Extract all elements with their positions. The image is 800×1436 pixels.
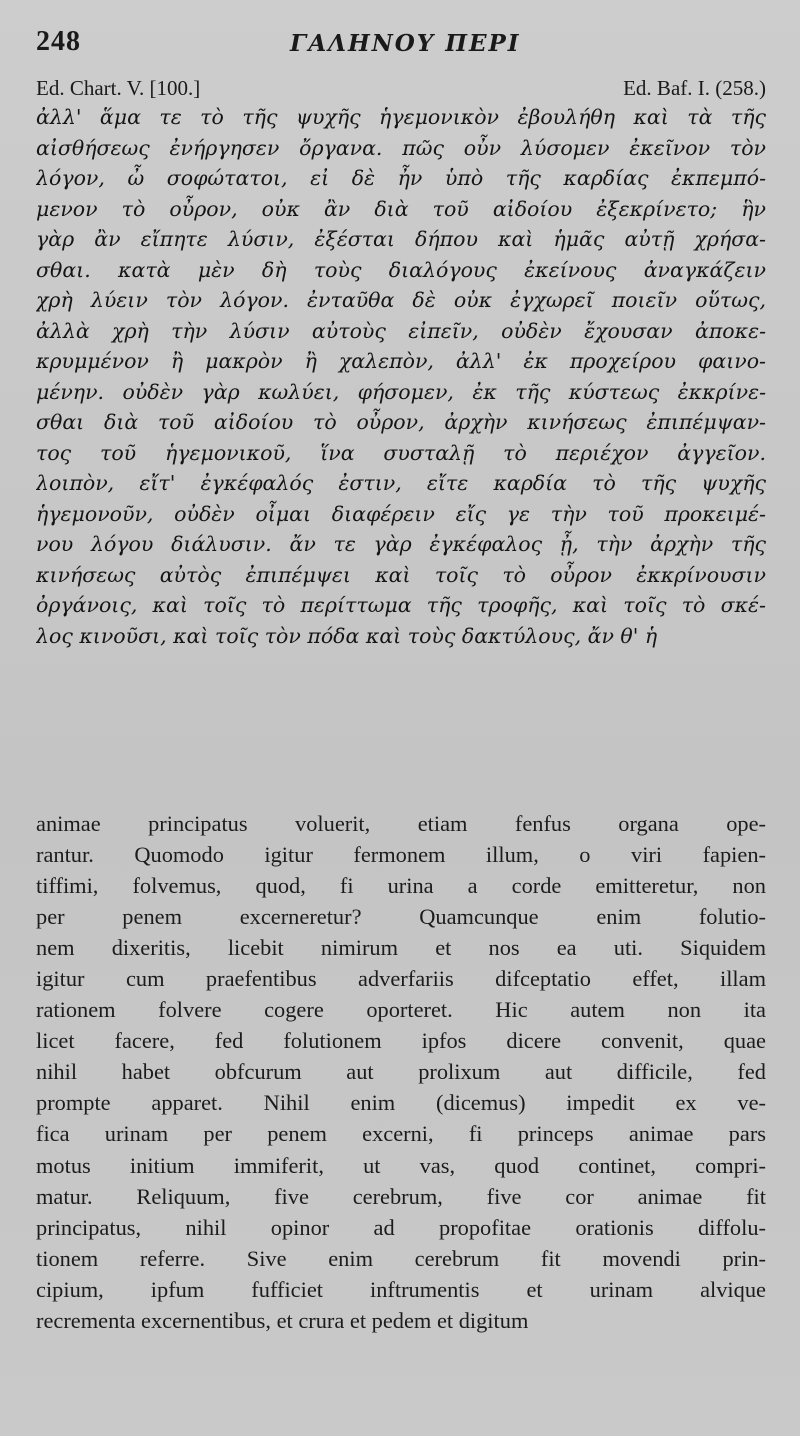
greek-text-line: σθαι διὰ τοῦ αἰδοίου τὸ οὖρον, ἀρχὴν κινήσεως ἐπιπέμψαν- <box>36 410 766 434</box>
latin-text-line: cipium, ipfum fufficiet inftrumentis et urinam alvique <box>36 1276 766 1302</box>
greek-text-line: νου λόγου διάλυσιν. ἄν τε γὰρ ἐγκέφαλος ᾖ, τὴν ἀρχὴν τῆς <box>36 532 766 556</box>
latin-text-line: recrementa excernentibus, et crura et pedem et digitum <box>36 1307 529 1333</box>
greek-text-line: ἡγεμονοῦν, οὐδὲν οἶμαι διαφέρειν εἴς γε τὴν τοῦ προκειμέ- <box>36 501 766 526</box>
latin-text-line: matur. Reliquum, five cerebrum, five cor animae fit <box>36 1183 766 1209</box>
page-number: 248 <box>36 26 81 57</box>
latin-text-block <box>36 808 766 1336</box>
greek-text-line: τος τοῦ ἡγεμονικοῦ, ἵνα συσταλῇ τὸ περιέχον ἀγγεῖον. <box>36 440 766 465</box>
greek-text-line: χρὴ λύειν τὸν λόγον. ἐνταῦθα δὲ οὐκ ἐγχωρεῖ ποιεῖν οὕτως, <box>36 288 766 312</box>
latin-text-line: nem dixeritis, licebit nimirum et nos ea uti. Siquidem <box>36 935 766 961</box>
greek-text-line: σθαι. κατὰ μὲν δὴ τοὺς διαλόγους ἐκείνους ἀναγκάζειν <box>36 257 766 282</box>
latin-text-line: tionem referre. Sive enim cerebrum fit movendi prin- <box>36 1245 766 1271</box>
greek-text-line: λοιπὸν, εἴτ' ἐγκέφαλός ἐστιν, εἴτε καρδία τὸ τῆς ψυχῆς <box>36 471 766 495</box>
latin-text-line: per penem excerneretur? Quamcunque enim folutio- <box>36 904 766 930</box>
greek-text-line: μενον τὸ οὖρον, οὐκ ἂν διὰ τοῦ αἰδοίου ἐξεκρίνετο; ἣν <box>36 196 766 221</box>
greek-text-line: μένην. οὐδὲν γὰρ κωλύει, φήσομεν, ἐκ τῆς κύστεως ἐκκρίνε- <box>36 379 766 404</box>
latin-text-line: rationem folvere cogere oporteret. Hic autem non ita <box>36 997 766 1023</box>
latin-text-line: nihil habet obfcurum aut prolixum aut difficile, fed <box>36 1059 766 1085</box>
greek-text-line: κινήσεως αὐτὸς ἐπιπέμψει καὶ τοῖς τὸ οὖρον ἐκκρίνουσιν <box>36 562 766 587</box>
greek-text-line: λόγον, ὦ σοφώτατοι, εἰ δὲ ἦν ὑπὸ τῆς καρδίας ἐκπεμπό- <box>36 166 766 190</box>
latin-text-line: igitur cum praefentibus adverfariis difceptatio effet, illam <box>36 966 766 992</box>
edition-reference-line <box>36 76 766 102</box>
greek-text-line: ἀλλ' ἅμα τε τὸ τῆς ψυχῆς ἡγεμονικὸν ἐβουλήθη καὶ τὰ τῆς <box>36 105 766 129</box>
edition-reference-chartier: Ed. Chart. V. [100.] <box>36 76 201 100</box>
greek-text-line: αἰσθήσεως ἐνήργησεν ὄργανα. πῶς οὖν λύσομεν ἐκεῖνον τὸν <box>36 135 766 160</box>
latin-text-line: prompte apparet. Nihil enim (dicemus) impedit ex ve- <box>36 1090 766 1116</box>
latin-text-line: principatus, nihil opinor ad propofitae orationis diffolu- <box>36 1214 766 1240</box>
latin-text-line: motus initium immiferit, ut vas, quod continet, compri- <box>36 1152 766 1178</box>
greek-text-line: ἀλλὰ χρὴ τὴν λύσιν αὐτοὺς εἰπεῖν, οὐδὲν ἔχουσαν ἀποκε- <box>36 318 766 343</box>
greek-text-block <box>36 102 766 651</box>
edition-reference-basel: Ed. Baf. I. (258.) <box>623 76 766 100</box>
latin-text-line: animae principatus voluerit, etiam fenfus organa ope- <box>36 811 766 836</box>
running-title: ΓΑΛΗΝΟΥ ΠΕΡΙ <box>290 30 521 57</box>
page-header <box>36 26 766 66</box>
latin-text-line: licet facere, fed folutionem ipfos dicere convenit, quae <box>36 1028 766 1054</box>
greek-text-line: γὰρ ἂν εἴπητε λύσιν, ἐξέσται δήπου καὶ ἡμᾶς αὐτῇ χρήσα- <box>36 227 766 251</box>
greek-text-line: ὀργάνοις, καὶ τοῖς τὸ περίττωμα τῆς τροφῆς, καὶ τοῖς τὸ σκέ- <box>36 593 766 617</box>
latin-text-line: rantur. Quomodo igitur fermonem illum, o viri fapien- <box>36 842 766 868</box>
greek-text-line: λος κινοῦσι, καὶ τοῖς τὸν πόδα καὶ τοὺς δακτύλους, ἄν θ' ἡ <box>36 623 658 648</box>
latin-text-line: tiffimi, folvemus, quod, fi urina a corde emitteretur, non <box>36 873 766 899</box>
latin-text-line: fica urinam per penem excerni, fi princeps animae pars <box>36 1121 766 1147</box>
greek-text-line: κρυμμένον ἢ μακρὸν ἢ χαλεπὸν, ἀλλ' ἐκ προχείρου φαινο- <box>36 349 766 373</box>
